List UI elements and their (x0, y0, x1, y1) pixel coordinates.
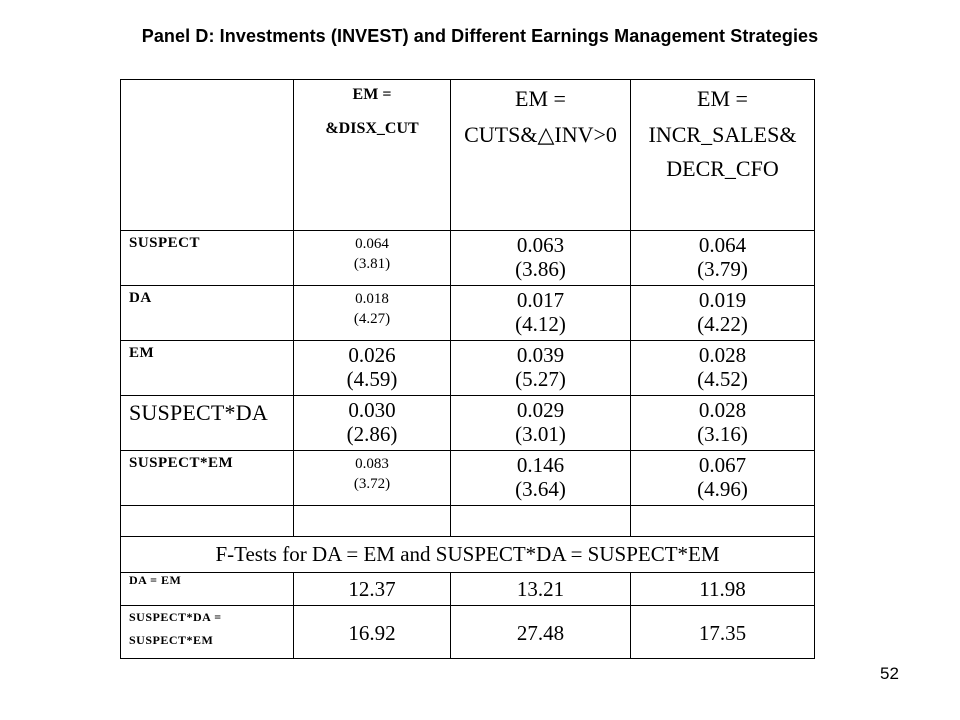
coefficient: 0.028 (698, 398, 747, 422)
panel-title: Panel D: Investments (INVEST) and Different Earnings Management Strategies (141, 26, 819, 46)
t-stat: (3.01) (515, 422, 566, 446)
table-row-suspect-da (121, 396, 815, 451)
ftest-value: 11.98 (631, 573, 815, 606)
table-cell (294, 451, 451, 506)
header-col-1-line-2: &DISX_CUT (325, 120, 419, 137)
empty-cell (121, 506, 294, 537)
coefficient: 0.017 (516, 288, 565, 312)
header-col-2-line-2: CUTS&△INV>0 (464, 122, 617, 147)
table-row-em (121, 341, 815, 396)
table-row-suspect-em (121, 451, 815, 506)
ftest-value: 16.92 (294, 606, 451, 659)
table-cell (631, 396, 815, 451)
t-stat: (4.22) (697, 312, 748, 336)
table-cell (451, 231, 631, 286)
header-col-3-line-2: INCR_SALES& (648, 122, 797, 147)
row-label: SUSPECT*DA (121, 396, 294, 451)
header-col-2-line-1: EM = (515, 86, 566, 111)
t-stat: (4.27) (353, 311, 391, 327)
t-stat: (4.12) (515, 312, 566, 336)
header-col-1 (294, 80, 451, 231)
header-col-3-line-1: EM = (697, 86, 748, 111)
ftest-row-da-em (121, 573, 815, 606)
ftest-value: 17.35 (631, 606, 815, 659)
ftest-value: 13.21 (451, 573, 631, 606)
t-stat: (3.79) (697, 257, 748, 281)
table-cell (451, 396, 631, 451)
row-label: EM (121, 341, 294, 396)
empty-cell (451, 506, 631, 537)
header-col-2 (451, 80, 631, 231)
ftest-label-line-2: SUSPECT*EM (129, 633, 214, 647)
regression-table (120, 79, 815, 659)
coefficient: 0.064 (355, 236, 389, 252)
t-stat: (5.27) (515, 367, 566, 391)
page-number: 52 (880, 664, 899, 683)
table-cell (294, 231, 451, 286)
ftests-title-row (121, 537, 815, 573)
blank-row (121, 506, 815, 537)
header-empty-cell (121, 80, 294, 231)
ftest-value: 12.37 (294, 573, 451, 606)
t-stat: (3.16) (697, 422, 748, 446)
table-cell (631, 451, 815, 506)
header-col-1-line-1: EM = (352, 86, 392, 103)
coefficient: 0.026 (348, 343, 396, 367)
header-row (121, 80, 815, 231)
table-cell (294, 286, 451, 341)
coefficient: 0.029 (516, 398, 565, 422)
table-row-da (121, 286, 815, 341)
header-col-3-line-3: DECR_CFO (666, 156, 779, 181)
row-label: SUSPECT (121, 231, 294, 286)
t-stat: (3.64) (515, 477, 566, 501)
coefficient: 0.064 (698, 233, 747, 257)
empty-cell (294, 506, 451, 537)
t-stat: (4.59) (346, 367, 398, 391)
t-stat: (3.72) (353, 476, 391, 492)
table-cell (631, 231, 815, 286)
coefficient: 0.028 (698, 343, 747, 367)
empty-cell (631, 506, 815, 537)
table-cell (294, 396, 451, 451)
ftest-label-line-1: SUSPECT*DA = (129, 610, 222, 624)
table-cell (451, 451, 631, 506)
coefficient: 0.067 (698, 453, 747, 477)
coefficient: 0.018 (355, 291, 389, 307)
ftest-label: DA = EM (121, 573, 294, 606)
t-stat: (3.81) (353, 256, 391, 272)
coefficient: 0.146 (516, 453, 565, 477)
ftests-title: F-Tests for DA = EM and SUSPECT*DA = SUSPECT*EM (121, 537, 815, 573)
t-stat: (2.86) (346, 422, 398, 446)
header-col-3 (631, 80, 815, 231)
coefficient: 0.039 (516, 343, 565, 367)
ftest-value: 27.48 (451, 606, 631, 659)
table-cell (631, 341, 815, 396)
t-stat: (3.86) (515, 257, 566, 281)
coefficient: 0.063 (516, 233, 565, 257)
t-stat: (4.96) (697, 477, 748, 501)
coefficient: 0.030 (348, 398, 396, 422)
coefficient: 0.083 (355, 456, 389, 472)
table-row-suspect (121, 231, 815, 286)
table-cell (451, 286, 631, 341)
ftest-row-suspect (121, 606, 815, 659)
table-cell (294, 341, 451, 396)
coefficient: 0.019 (698, 288, 747, 312)
table-cell (451, 341, 631, 396)
t-stat: (4.52) (697, 367, 748, 391)
row-label: DA (121, 286, 294, 341)
table-cell (631, 286, 815, 341)
ftest-label (121, 606, 294, 659)
row-label: SUSPECT*EM (121, 451, 294, 506)
